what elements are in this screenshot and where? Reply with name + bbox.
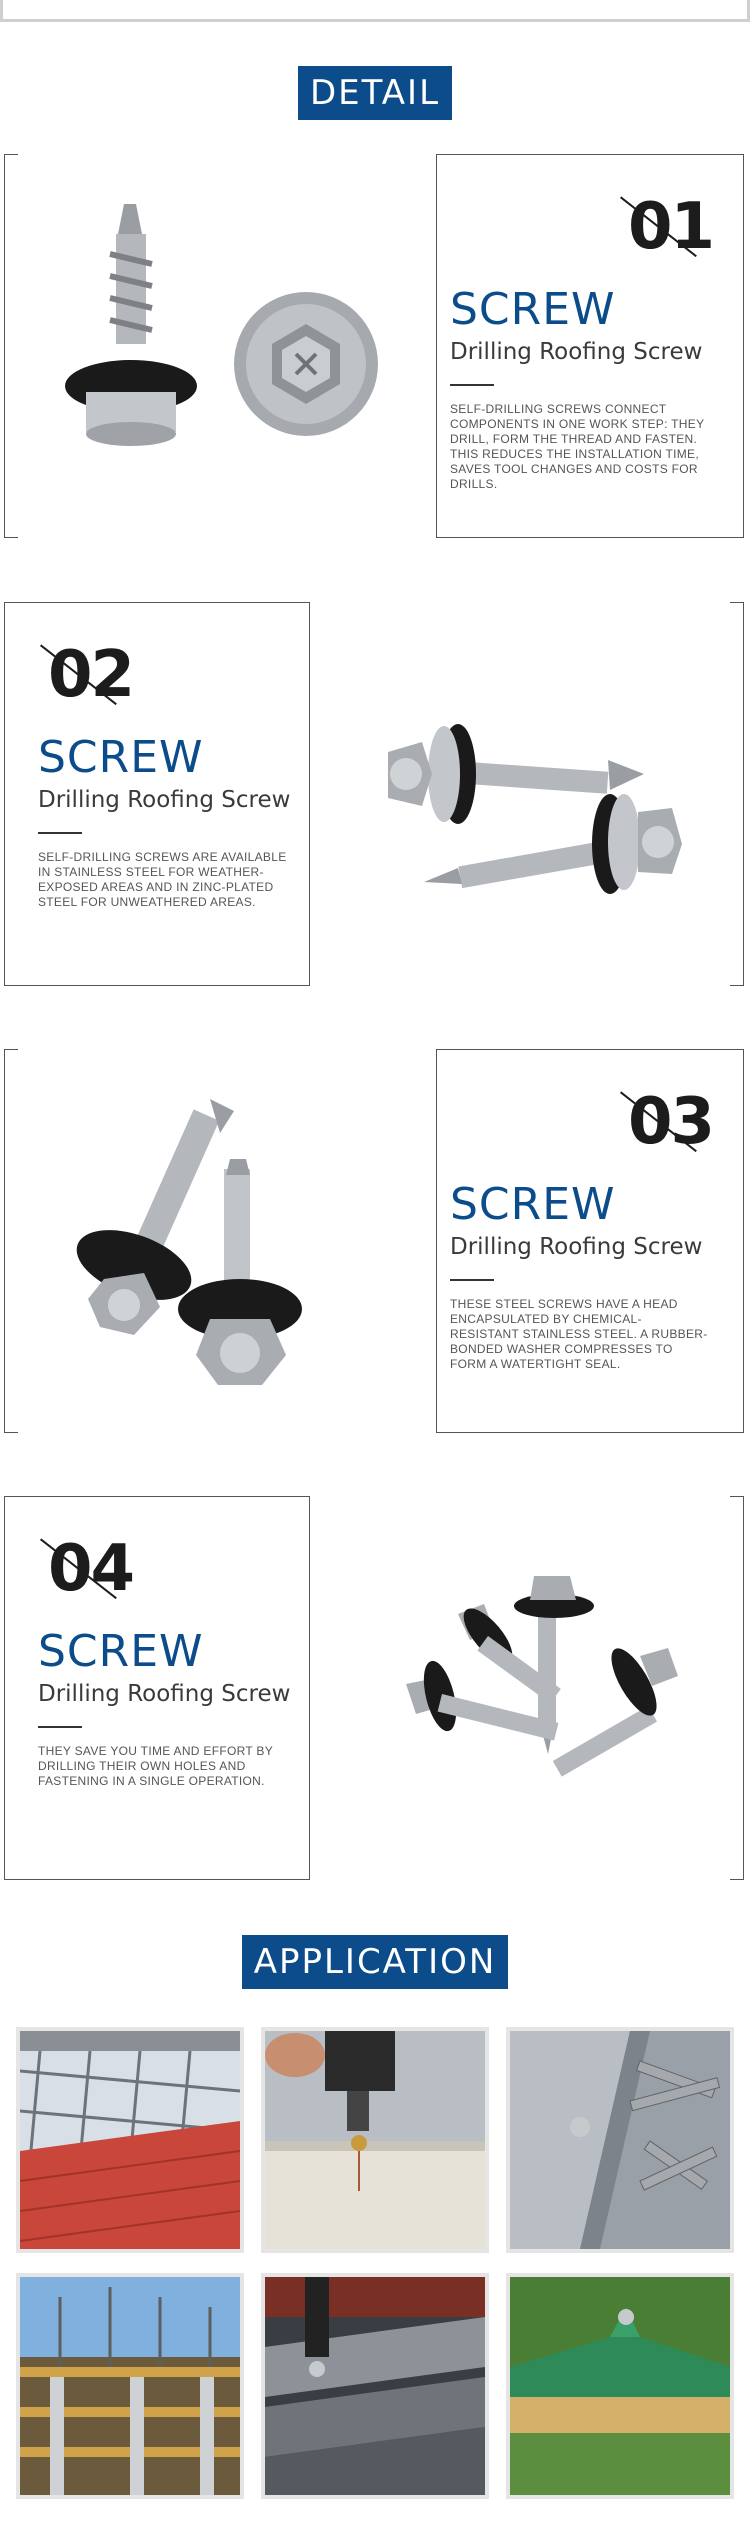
- item-subtitle: Drilling Roofing Screw: [450, 339, 703, 365]
- divider: [38, 1726, 82, 1728]
- application-gallery: [16, 2027, 734, 2505]
- divider: [38, 832, 82, 834]
- item-number: 02: [48, 638, 134, 712]
- application-photo-construction: [16, 2273, 244, 2499]
- item-number: 01: [628, 190, 714, 264]
- divider: [450, 1279, 494, 1281]
- item-number: 04: [48, 1532, 134, 1606]
- detail-heading-text: DETAIL: [298, 66, 452, 120]
- divider: [450, 384, 494, 386]
- item-title: SCREW: [450, 1179, 616, 1230]
- info-03: [444, 1049, 744, 1433]
- application-heading: [0, 1935, 750, 1989]
- info-01: [444, 154, 744, 538]
- detail-item-01: [4, 154, 744, 538]
- screw-photo-01: [24, 164, 444, 528]
- screw-photo-02: [318, 612, 738, 976]
- application-photo-green-roof: [506, 2273, 734, 2499]
- item-title: SCREW: [38, 1626, 204, 1677]
- item-title: SCREW: [450, 284, 616, 335]
- item-title: SCREW: [38, 732, 204, 783]
- application-photo-metal-roof: [261, 2273, 489, 2499]
- item-subtitle: Drilling Roofing Screw: [450, 1234, 703, 1260]
- item-description: THEY SAVE YOU TIME AND EFFORT BY DRILLING THEIR OWN HOLES AND FASTENING IN A SINGLE OPERATION.: [38, 1744, 273, 1788]
- item-description: SELF-DRILLING SCREWS ARE AVAILABLE IN STAINLESS STEEL FOR WEATHER-EXPOSED AREAS AND IN ZINC-PLATED STEEL FOR UNWEATHERED AREAS.: [38, 850, 287, 909]
- left-bracket: [4, 1049, 18, 1433]
- info-02: [32, 602, 332, 986]
- application-photo-screw-pile: [506, 2027, 734, 2253]
- item-subtitle: Drilling Roofing Screw: [38, 1681, 291, 1707]
- item-description: THESE STEEL SCREWS HAVE A HEAD ENCAPSULATED BY CHEMICAL-RESISTANT STAINLESS STEEL. A RUBBER-BONDED WASHER COMPRESSES TO FORM A WATERTIGHT SEAL.: [450, 1297, 708, 1371]
- item-description: SELF-DRILLING SCREWS CONNECT COMPONENTS IN ONE WORK STEP: THEY DRILL, FORM THE THREAD AND FASTEN. THIS REDUCES THE INSTALLATION TIME, SAVES TOOL CHANGES AND COSTS FOR DRILLS.: [450, 402, 705, 491]
- detail-item-03: [4, 1049, 744, 1433]
- left-bracket: [4, 154, 18, 538]
- item-subtitle: Drilling Roofing Screw: [38, 787, 291, 813]
- detail-heading: [0, 66, 750, 120]
- detail-item-02: [4, 602, 744, 986]
- application-photo-roof-frame: [16, 2027, 244, 2253]
- application-heading-text: APPLICATION: [242, 1935, 509, 1989]
- screw-photo-03: [24, 1059, 444, 1423]
- screw-photo-04: [318, 1506, 738, 1870]
- item-number: 03: [628, 1085, 714, 1159]
- top-frame: [0, 0, 750, 22]
- application-photo-drill: [261, 2027, 489, 2253]
- detail-item-04: [4, 1496, 744, 1880]
- info-04: [32, 1496, 332, 1880]
